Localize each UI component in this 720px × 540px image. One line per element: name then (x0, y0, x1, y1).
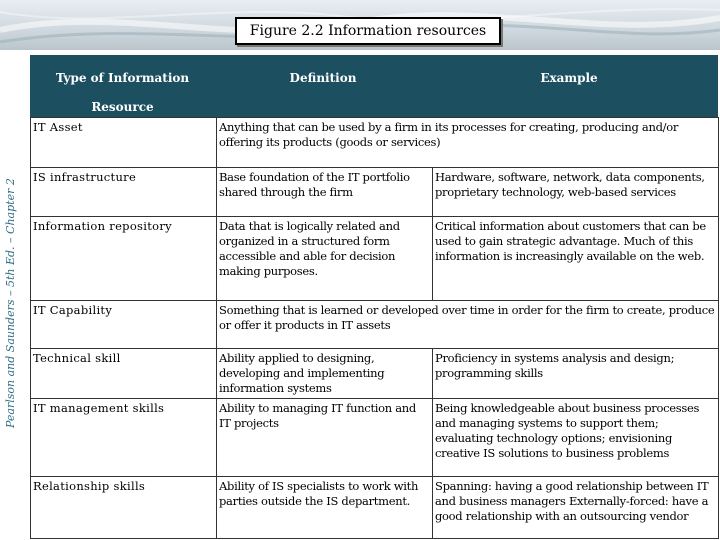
side-label-text: Pearlson and Saunders – 5th Ed. – Chapter 2 (4, 178, 17, 428)
type-cell: IT Asset (31, 118, 217, 168)
type-cell: Information repository (31, 217, 217, 301)
table-row (31, 118, 719, 168)
header-type-line1: Type of Information (55, 71, 190, 85)
table-row (31, 477, 719, 539)
example-cell: Being knowledgeable about business processes and managing systems to support them; evaluating technology options; envisioning creative IS solutions to business problems (433, 399, 719, 477)
definition-cell: Data that is logically related and organized in a structured form accessible and able for decision making purposes. (217, 217, 433, 301)
header-example: Example (540, 71, 598, 85)
definition-cell: Ability applied to designing, developing and implementing information systems (217, 349, 433, 399)
table-row (31, 399, 719, 477)
example-cell: Hardware, software, network, data components, proprietary technology, web-based services (433, 168, 719, 217)
example-cell: Proficiency in systems analysis and design; programming skills (433, 349, 719, 399)
type-cell: IS infrastructure (31, 168, 217, 217)
definition-cell: Ability to managing IT function and IT projects (217, 399, 433, 477)
type-cell: IT Capability (31, 301, 217, 349)
type-cell: IT management skills (31, 399, 217, 477)
header-definition: Definition (289, 71, 357, 85)
definition-cell: Anything that can be used by a firm in its processes for creating, producing and/or offering its products (goods or services) (217, 118, 719, 168)
definition-cell: Base foundation of the IT portfolio shared through the firm (217, 168, 433, 217)
type-cell: Relationship skills (31, 477, 217, 539)
definition-cell: Ability of IS specialists to work with parties outside the IS department. (217, 477, 433, 539)
example-cell: Critical information about customers that can be used to gain strategic advantage. Much of this information is increasingly available on the web. (433, 217, 719, 301)
table-row (31, 217, 719, 301)
table-row (31, 349, 719, 399)
information-resources-table (30, 117, 719, 539)
example-cell: Spanning: having a good relationship between IT and business managers Externally-forced: have a good relationship with an outsourcing vendor (433, 477, 719, 539)
type-cell: Technical skill (31, 349, 217, 399)
figure-title: Figure 2.2 Information resources (235, 17, 501, 45)
table-header (30, 55, 718, 117)
table-row (31, 301, 719, 349)
header-type-line2: Resource (91, 100, 154, 114)
table-row (31, 168, 719, 217)
definition-cell: Something that is learned or developed over time in order for the firm to create, produce or offer it products in IT assets (217, 301, 719, 349)
